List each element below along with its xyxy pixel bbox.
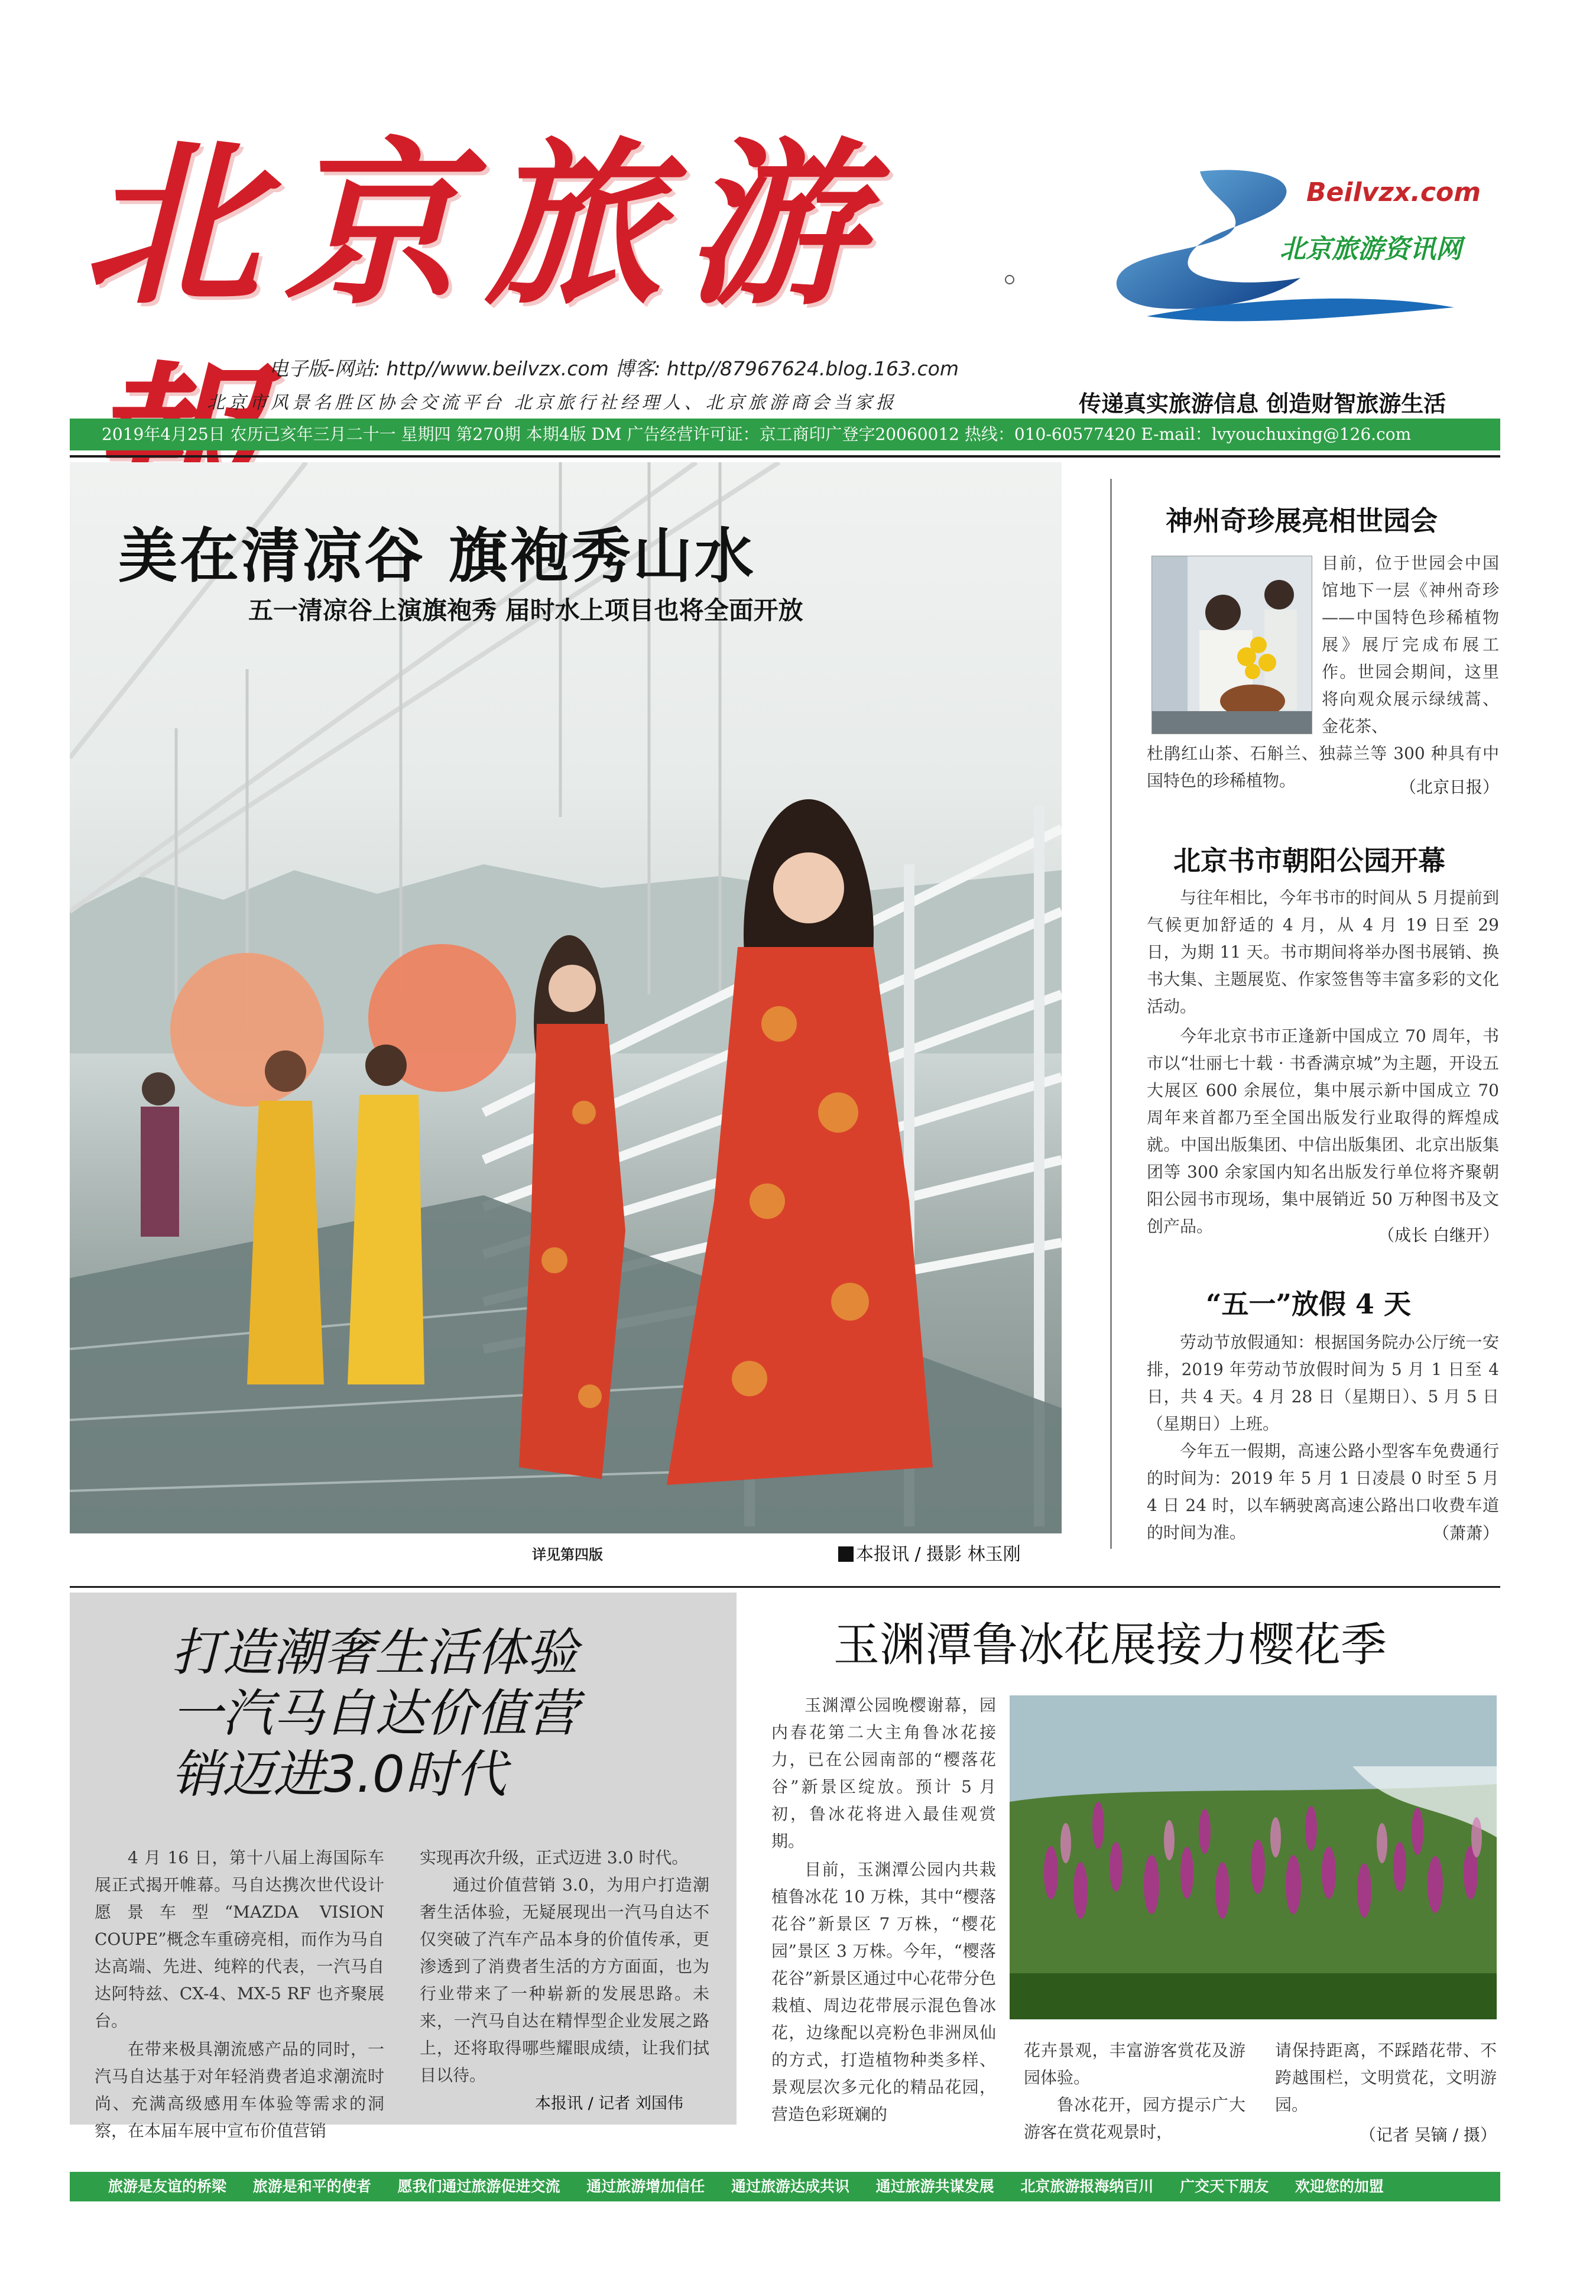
mazda-col1-para1: 4 月 16 日，第十八届上海国际车展正式揭开帷幕。马自达携次世代设计愿景车型“MAZDA VISION COUPE”概念车重磅亮相，而作为马自达高端、先进、纯粹的代表，一汽马自达阿特兹、CX-4、MX-5 RF 也齐聚展台。 bbox=[95, 1848, 384, 2031]
lupine-flowers-photo bbox=[1010, 1695, 1497, 2019]
mazda-col1-para2: 在带来极具潮流感产品的同时，一汽马自达基于对年轻消费者追求潮流时尚、充满高级感用车体验等需求的洞察，在本届车展中宣布价值营销 bbox=[95, 2039, 384, 2141]
yuyuantan-col2-para1: 花卉景观，丰富游客赏花及游园体验。 bbox=[1024, 2041, 1245, 2087]
expo-story-body-cont: 杜鹃红山茶、石斛兰、独蒜兰等 300 种具有中国特色的珍稀植物。 bbox=[1147, 744, 1499, 790]
logo-cn-text: 北京旅游资讯网 bbox=[1280, 234, 1462, 264]
holiday-source: （萧萧） bbox=[1432, 1523, 1499, 1543]
footer-motto: 欢迎您的加盟 bbox=[1295, 2178, 1384, 2195]
footer-motto: 旅游是和平的使者 bbox=[252, 2178, 371, 2195]
issue-info-bar: 2019年4月25日 农历己亥年三月二十一 星期四 第270期 本期4版 DM 广告经营许可证：京工商印广登字20060012 热线：010-60577420 E-mail：lvyouchuxing@126.com bbox=[70, 419, 1500, 450]
story-headline-bookfair: 北京书市朝阳公园开幕 bbox=[1173, 845, 1445, 877]
footer-motto: 通过旅游达成共识 bbox=[731, 2178, 849, 2195]
expo-story-source: （北京日报） bbox=[1399, 777, 1499, 797]
logo-brand-text: Beilvzx.com bbox=[1306, 177, 1481, 207]
lupine-garden-illustration bbox=[1010, 1695, 1497, 2019]
mazda-headline bbox=[171, 1623, 703, 1805]
organizations-line: 北京市风景名胜区协会交流平台 北京旅行社经理人、北京旅游商会当家报 bbox=[207, 393, 897, 413]
hero-photo-credit bbox=[838, 1539, 1021, 1565]
divider bbox=[70, 1586, 1500, 1588]
footer-motto: 旅游是友谊的桥梁 bbox=[108, 2178, 227, 2195]
mazda-col2-para2: 通过价值营销 3.0，为用户打造潮奢生活体验，无疑展现出一汽马自达不仅突破了汽车产品本身的价值传承，更渗透到了消费者生活的方方面面，也为行业带来了一种崭新的发展思路。未来，一汽马自达在精悍型企业发展之路上，还将取得哪些耀眼成绩，让我们拭目以待。 bbox=[420, 1875, 709, 2085]
footer-motto: 通过旅游共谋发展 bbox=[875, 2178, 994, 2195]
mazda-headline-line1: 打造潮奢生活体验 bbox=[171, 1623, 578, 1682]
column-divider bbox=[1110, 479, 1112, 1549]
hero-subheadline: 五一清凉谷上演旗袍秀 届时水上项目也将全面开放 bbox=[248, 596, 803, 625]
bookfair-para-1: 与往年相比，今年书市的时间从 5 月提前到气候更加舒适的 4 月，从 4 月 19 日至 29 日，为期 11 天。书市期间将举办图书展销、换书大集、主题展览、作家签售等丰富多彩的文化活动。 bbox=[1147, 888, 1499, 1016]
footer-motto: 北京旅游报海纳百川 bbox=[1020, 2178, 1154, 2195]
footer-motto: 通过旅游增加信任 bbox=[586, 2178, 705, 2195]
plant-exhibit-illustration bbox=[1152, 556, 1312, 734]
yuyuantan-credit: （记者 吴镝 / 摄） bbox=[1359, 2125, 1497, 2145]
expo-story-body: 目前，位于世园会中国馆地下一层《神州奇珍——中国特色珍稀植物展》展厅完成布展工作。世园会期间，这里将向观众展示绿绒蒿、金花茶、 bbox=[1322, 553, 1499, 736]
website-blog-line[interactable]: 电子版-网站: http//www.beilvzx.com 博客: http//87967624.blog.163.com bbox=[269, 357, 959, 380]
registered-mark-icon bbox=[1005, 275, 1014, 284]
footer-motto-bar bbox=[70, 2172, 1500, 2201]
yuyuantan-col1-para1: 玉渊潭公园晚樱谢幕，园内春花第二大主角鲁冰花接力，已在公园南部的“樱落花谷”新景区绽放。预计 5 月初，鲁冰花将进入最佳观赏期。 bbox=[771, 1695, 996, 1851]
newspaper-title: 北京旅游 bbox=[83, 120, 887, 329]
see-page-ref: 详见第四版 bbox=[532, 1546, 603, 1563]
bookfair-para-2: 今年北京书市正逢新中国成立 70 周年，书市以“壮丽七十载 · 书香满京城”为主题，开设五大展区 600 余展位，集中展示新中国成立 70 周年来首都乃至全国出版发行业取得的辉煌成就。中国出版集团、中信出版集团、北京出版集团等 300 余家国内知名出版发行单位将齐聚朝阳公园书市现场，集中展销近 50 万种图书及文创产品。 bbox=[1147, 1026, 1499, 1236]
hero-headline: 美在清凉谷 旗袍秀山水 bbox=[118, 521, 756, 591]
holiday-para-2: 今年五一假期，高速公路小型客车免费通行的时间为：2019 年 5 月 1 日凌晨 0 时至 5 月 4 日 24 时，以车辆驶离高速公路出口收费车道的时间为准。 bbox=[1147, 1441, 1499, 1542]
footer-motto: 广交天下朋友 bbox=[1180, 2178, 1269, 2195]
expo-plant-photo bbox=[1151, 556, 1312, 734]
bookfair-source: （成长 白继开） bbox=[1378, 1225, 1499, 1245]
mazda-headline-line2: 一汽马自达价值营 bbox=[171, 1684, 578, 1743]
mazda-headline-line3: 销迈进3.0时代 bbox=[171, 1745, 507, 1804]
mazda-col2-para1: 实现再次升级，正式迈进 3.0 时代。 bbox=[420, 1848, 689, 1867]
story-headline-holiday: “五一”放假 4 天 bbox=[1206, 1288, 1411, 1320]
yuyuantan-col3: 请保持距离，不踩踏花带、不跨越围栏，文明赏花，文明游园。 bbox=[1275, 2041, 1497, 2115]
yuyuantan-headline: 玉渊潭鲁冰花展接力樱花季 bbox=[833, 1619, 1387, 1672]
divider bbox=[70, 455, 1500, 458]
mazda-credit: 本报讯 / 记者 刘国伟 bbox=[535, 2094, 683, 2113]
credit-text: 本报讯 / 摄影 林玉刚 bbox=[856, 1544, 1021, 1565]
yuyuantan-col1-para2: 目前，玉渊潭公园内共栽植鲁冰花 10 万株，其中“樱落花谷”新景区 7 万株，“樱花园”景区 3 万株。今年，“樱落花谷”新景区通过中心花带分色栽植、周边花带展示混色鲁冰花，边缘配以亮粉色非洲凤仙的方式，打造植物种类多样、景观层次多元化的精品花园，营造色彩斑斓的 bbox=[771, 1860, 996, 2124]
story-headline-expo: 神州奇珍展亮相世园会 bbox=[1166, 505, 1438, 537]
square-bullet-icon bbox=[838, 1546, 854, 1562]
holiday-para-1: 劳动节放假通知：根据国务院办公厅统一安排，2019 年劳动节放假时间为 5 月 1 日至 4 日，共 4 天。4 月 28 日（星期日）、5 月 5 日（星期日）上班。 bbox=[1147, 1332, 1499, 1434]
footer-motto: 愿我们通过旅游促进交流 bbox=[397, 2178, 560, 2195]
slogan: 传递真实旅游信息 创造财智旅游生活 bbox=[1079, 391, 1446, 417]
yuyuantan-col2-para2: 鲁冰花开，园方提示广大游客在赏花观景时， bbox=[1024, 2095, 1245, 2142]
